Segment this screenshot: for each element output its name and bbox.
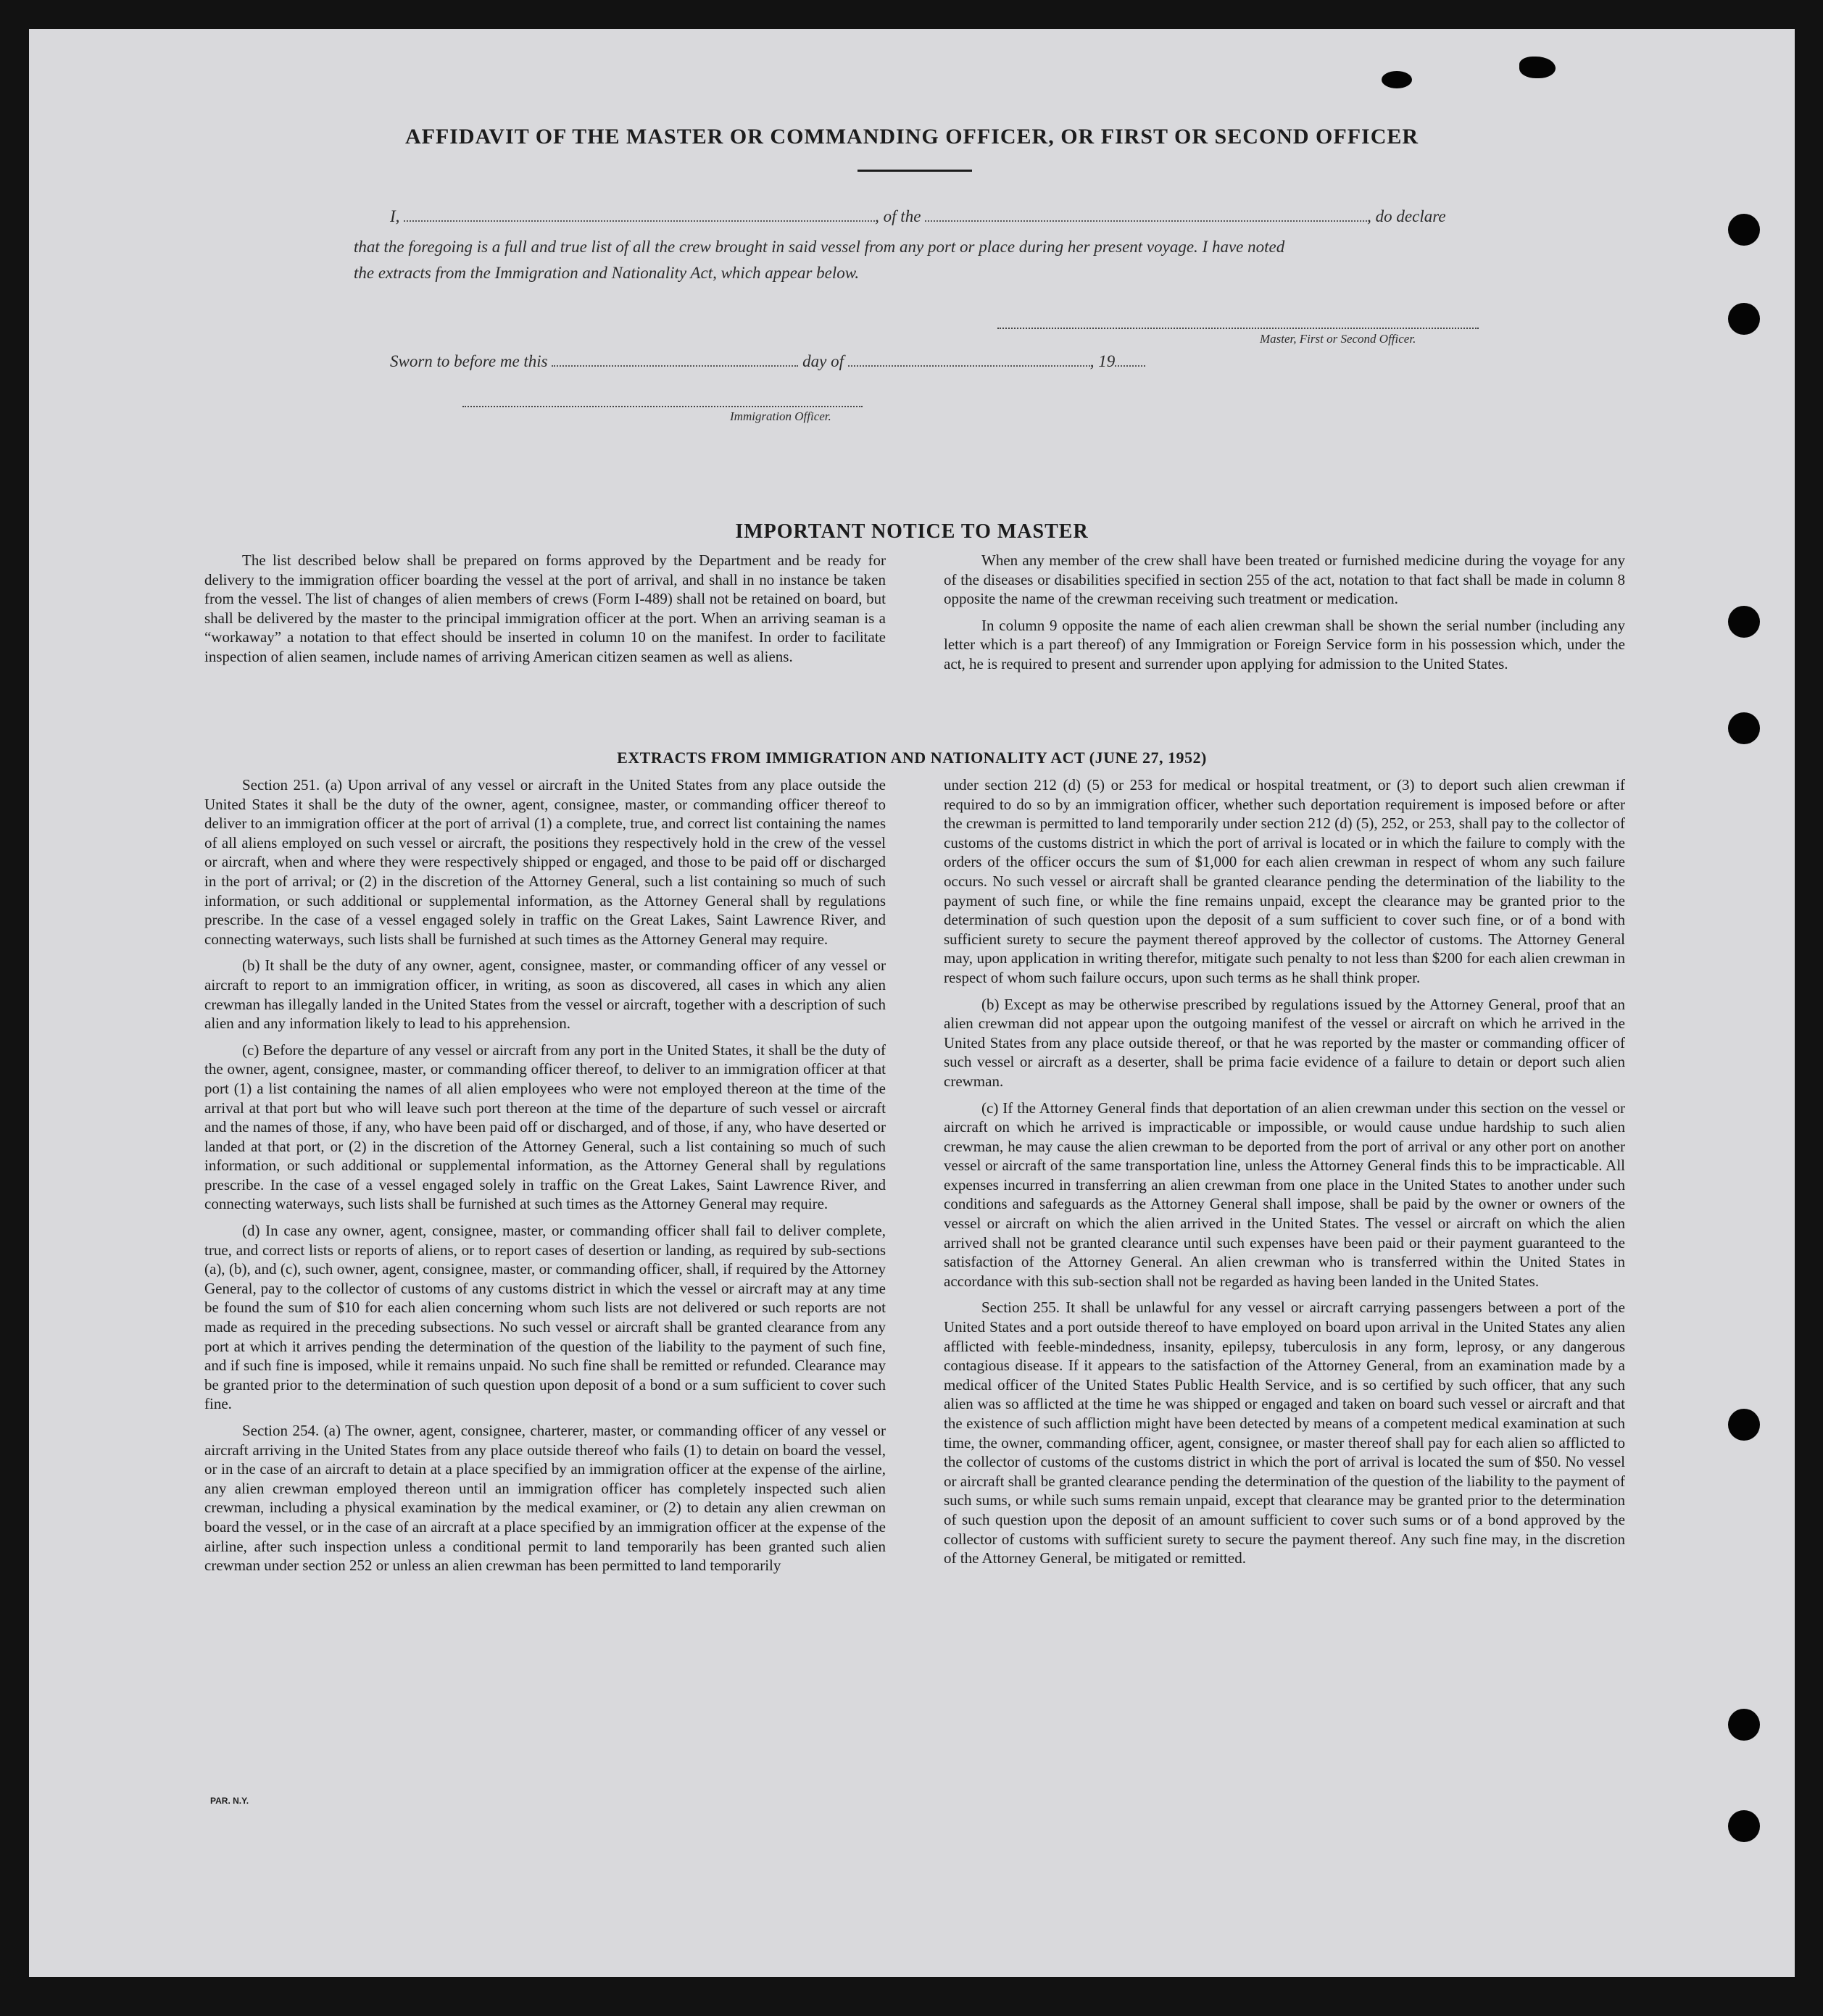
- section-paragraph: (b) Except as may be otherwise prescribed by regulations issued by the Attorney General, proof that an alien crewman did not appear upon the outgoing manifest of the vessel or aircraft on which he arrived in the United States from any place outside thereof, or that he was reported by the master or commanding officer of such vessel or aircraft as a deserter, shall be prima facie evidence of a failure to detain or deport such alien crewman.: [944, 995, 1625, 1090]
- punch-hole: [1728, 1409, 1760, 1441]
- document-page: [29, 29, 1795, 1977]
- year-label: , 19: [1089, 352, 1116, 370]
- title-underline: [857, 170, 972, 172]
- section-paragraph: (d) In case any owner, agent, consignee, master, or commanding officer shall fail to deliver complete, true, and correct lists or reports of aliens, or to report cases of desertion or landing, as required by sub-sections (a), (b), and (c), such owner, agent, consignee, master, or commanding officer, shall, if required by the Attorney General, pay to the collector of customs of any customs district in which the vessel or aircraft may at any time be found the sum of $10 for each alien concerning whom such lists are not delivered or such reports are not made as required in the preceding subsections. No such vessel or aircraft shall be granted clearance from any port at which it arrives pending the determination of the question of the liability to the payment of such fine, and if such fine is imposed, while it remains unpaid. No such fine shall be remitted or refunded. Clearance may be granted prior to the determination of such question upon deposit of a bond or a sum sufficient to cover such fine.: [204, 1222, 886, 1413]
- section-paragraph: Section 251. (a) Upon arrival of any vessel or aircraft in the United States from any place outside the United States it shall be the duty of the owner, agent, consignee, master, or commanding officer thereof to deliver to an immigration officer at the port of arrival (1) a complete, true, and correct list containing the names of all aliens employed on such vessel or aircraft, the positions they respectively hold in the crew of the vessel or aircraft, when and where they were respectively shipped or engaged, and those to be paid off or discharged in the port of arrival; or (2) in the discretion of the Attorney General, such a list containing so much of such information, or such additional or supplemental information, as the Attorney General shall by regulations prescribe. In the case of a vessel engaged solely in traffic on the Great Lakes, Saint Lawrence River, and connecting waterways, such lists shall be furnished at such times as the Attorney General may require.: [204, 776, 886, 948]
- notice-paragraph: In column 9 opposite the name of each alien crewman shall be shown the serial number (including any letter which is a part thereof) of any Immigration or Foreign Service form in his possession which, under the act, he is required to present and surrender upon applying for admission to the United States.: [944, 616, 1625, 672]
- ink-blot: [1519, 57, 1556, 78]
- printer-mark: PAR. N.Y.: [210, 1796, 249, 1806]
- section-paragraph: (b) It shall be the duty of any owner, agent, consignee, master, or commanding officer of any vessel or aircraft to report to an immigration officer, in writing, as soon as discovered, all cases in which any alien crewman has illegally landed in the United States from the vessel or aircraft, together with a description of such alien and any information likely to lead to his apprehension.: [204, 957, 886, 1033]
- of-the-label: , of the: [875, 207, 921, 225]
- sworn-label: Sworn to before me this: [390, 352, 548, 370]
- punch-hole: [1728, 1709, 1760, 1741]
- extracts-title: EXTRACTS FROM IMMIGRATION AND NATIONALITY ACT (JUNE 27, 1952): [617, 749, 1207, 767]
- punch-hole: [1728, 214, 1760, 246]
- master-signature-line[interactable]: [997, 328, 1479, 329]
- punch-hole: [1728, 1810, 1760, 1842]
- section-paragraph: (c) If the Attorney General finds that deportation of an alien crewman under this section on the vessel or aircraft on which he arrived is impracticable or impossible, or would cause undue hardship to such alien crewman, he may cause the alien crewman to be deported from the port of arrival or any other port on another vessel or aircraft of the same transportation line, unless the Attorney General finds this to be impracticable. All expenses incurred in transferring an alien crewman from one place in the United States to another under such conditions and safeguards as the Attorney General shall impose, shall be paid by the owner or owners of the vessel or aircraft on which the alien arrived in the United States. The vessel or aircraft on which the alien arrived shall not be granted clearance until such expenses have been paid or their payment guaranteed to the satisfaction of the Attorney General. An alien crewman who is transferred within the United States in accordance with this sub-section shall not be regarded as having been landed in the United States.: [944, 1099, 1625, 1290]
- name-field[interactable]: [404, 220, 875, 222]
- sworn-day-field[interactable]: [552, 365, 798, 367]
- immigration-caption: Immigration Officer.: [730, 409, 831, 423]
- section-paragraph: Section 254. (a) The owner, agent, consignee, charterer, master, or commanding officer of any vessel or aircraft arriving in the United States from any place outside thereof who fails (1) to detain on board the vessel, or in the case of an aircraft to detain at a place specified by an immigration officer at the expense of the airline, any alien crewman employed thereon until an immigration officer has completely inspected such alien crewman, including a physical examination by the medical examiner, or (2) to detain any alien crewman on board the vessel, or in the case of an aircraft at a place specified by an immigration officer at the expense of the airline, after such inspection unless a conditional permit to land temporarily has been granted such alien crewman under section 252 or unless an alien crewman has been permitted to land temporarily: [204, 1422, 886, 1575]
- do-declare-label: , do declare: [1367, 207, 1446, 225]
- immigration-signature-line[interactable]: [462, 406, 863, 407]
- notice-paragraph: The list described below shall be prepared on forms approved by the Department and be ready for delivery to the immigration officer boarding the vessel at the port of arrival, and shall in no instance be taken from the vessel. The list of changes of alien members of crews (Form I-489) shall not be retained on board, but shall be delivered by the master to the principal immigration officer at the port. When an arriving seaman is a “workaway” a notation to that effect should be inserted in column 10 on the manifest. In order to facilitate inspection of alien seamen, include names of arriving American citizen seamen as well as aliens.: [204, 551, 886, 665]
- extracts-left-column: [204, 775, 886, 1583]
- declaration-line: [390, 207, 1446, 226]
- punch-hole: [1728, 712, 1760, 744]
- section-paragraph: under section 212 (d) (5) or 253 for medical or hospital treatment, or (3) to deport such alien crewman if required to do so by an immigration officer, whether such deportation requirement is imposed before or after the crewman is permitted to land temporarily under section 212 (d) (5), 252, or 253, shall pay to the collector of customs of the customs district in which the port of arrival is located or in which the failure to comply with the orders of the officer occurs the sum of $1,000 for each alien crewman in respect of whom any such failure occurs. No such vessel or aircraft shall be granted clearance pending the determination of the liability to the payment of such fine, or while the fine remains unpaid, except the clearance may be granted prior to the determination of such question upon the deposit of a sum sufficient to cover such fine, or of a bond with sufficient surety to secure the payment thereof approved by the collector of customs. The Attorney General may, upon application in writing therefor, mitigate such penalty to not less than $200 for each alien crewman in respect of whom such failure occurs, upon such terms as he shall think proper.: [944, 776, 1625, 986]
- extracts-right-column: [944, 775, 1625, 1575]
- notice-left-column: [204, 551, 886, 674]
- day-of-label: day of: [802, 352, 844, 370]
- notice-paragraph: When any member of the crew shall have been treated or furnished medicine during the voyage for any of the diseases or disabilities specified in section 255 of the act, notation to that fact shall be made in column 8 opposite the name of the crewman receiving such treatment or medication.: [944, 551, 1625, 608]
- punch-hole: [1728, 606, 1760, 638]
- punch-hole: [1728, 303, 1760, 335]
- notice-title: IMPORTANT NOTICE TO MASTER: [735, 520, 1089, 543]
- section-paragraph: (c) Before the departure of any vessel or aircraft from any port in the United States, it shall be the duty of the owner, agent, consignee, master, or commanding officer thereof, to deliver to an immigration officer at that port (1) a list containing the names of all alien employees who were not employed thereon at the time of the arrival at that port but who will leave such port thereon at the time of the departure of such vessel or aircraft and the names of those, if any, who have been paid off or discharged, and of those, if any, who have deserted or landed at that port, or (2) in the discretion of the Attorney General, such a list containing so much of such information, or such additional or supplemental information, as the Attorney General shall by regulations prescribe. In the case of a vessel engaged solely in traffic on the Great Lakes, Saint Lawrence River, and connecting waterways, such lists shall be furnished at such times as the Attorney General may require.: [204, 1041, 886, 1213]
- sworn-year-field[interactable]: [1115, 365, 1145, 367]
- notice-right-column: [944, 551, 1625, 681]
- vessel-field[interactable]: [925, 220, 1367, 222]
- i-label: I,: [390, 207, 400, 225]
- sworn-line: [390, 352, 1145, 371]
- sworn-month-field[interactable]: [848, 365, 1090, 367]
- master-caption: Master, First or Second Officer.: [1260, 332, 1416, 346]
- affidavit-title: AFFIDAVIT OF THE MASTER OR COMMANDING OFFICER, OR FIRST OR SECOND OFFICER: [404, 125, 1419, 149]
- section-paragraph: Section 255. It shall be unlawful for any vessel or aircraft carrying passengers between a port of the United States and a port outside thereof to have employed on board upon arrival in the United States any alien afflicted with feeble-mindedness, insanity, epilepsy, tuberculosis in any form, leprosy, or any dangerous contagious disease. If it appears to the satisfaction of the Attorney General, from an examination made by a medical officer of the United States Public Health Service, and is so certified by such officer, that any such alien was so afflicted at the time he was shipped or engaged and taken on board such vessel or aircraft and that the existence of such affliction might have been detected by means of a competent medical examination at such time, the owner, commanding officer, agent, consignee, or master thereof shall pay for each alien so afflicted to the collector of customs of the customs district in which the port of arrival is located the sum of $50. No vessel or aircraft shall be granted clearance pending the determination of the question of the liability to the payment of such sums, or while such sums remain unpaid, except that clearance may be granted prior to the determination of such question upon the deposit of an amount sufficient to cover such sums or of a bond approved by the collector of customs with sufficient surety to secure the payment thereof. Any such fine may, in the discretion of the Attorney General, be mitigated or remitted.: [944, 1299, 1625, 1567]
- ink-blot: [1382, 71, 1412, 88]
- declaration-text-1: that the foregoing is a full and true list of all the crew brought in said vessel from any port or place during her present voyage. I have noted: [354, 238, 1285, 256]
- declaration-text-2: the extracts from the Immigration and Nationality Act, which appear below.: [354, 264, 860, 282]
